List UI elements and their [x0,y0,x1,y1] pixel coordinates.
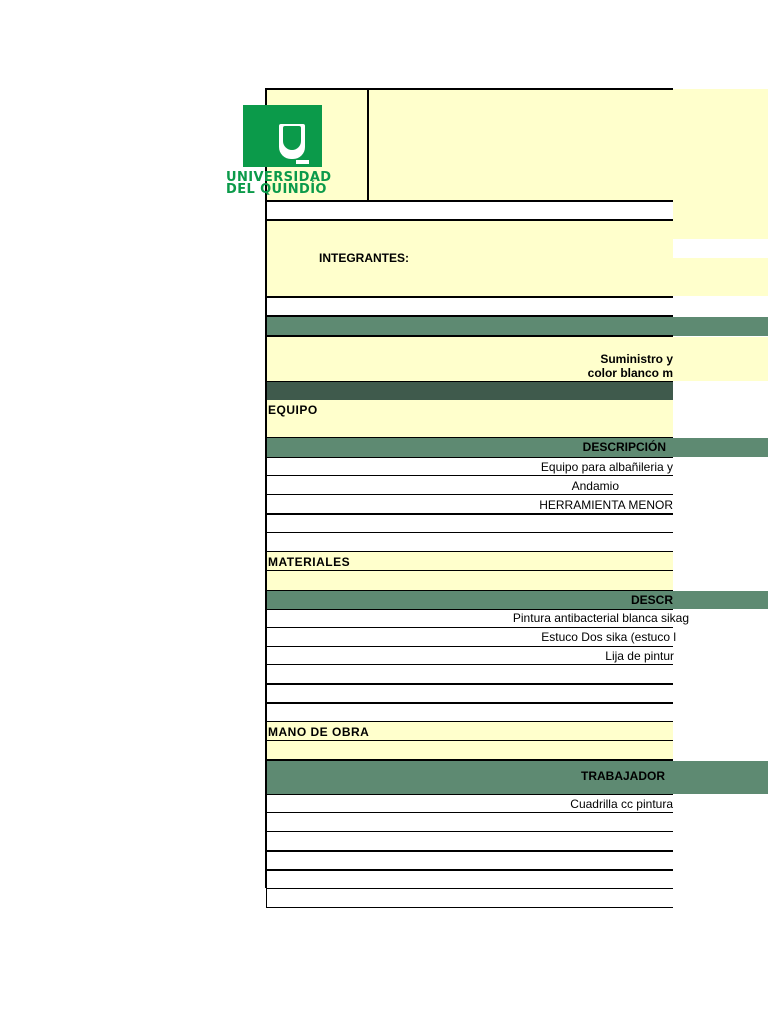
shield-inner [283,126,301,150]
row-line [266,831,673,832]
materiales-item: Pintura antibacterial blanca sikag [512,611,689,625]
integrantes-label: INTEGRANTES: [319,251,409,265]
equipo-header-band [267,438,768,457]
row-line [266,475,673,476]
row-line [266,794,673,795]
shield-bar [296,160,309,164]
mano-obra-header-band [267,761,768,794]
row-line [266,457,673,458]
section-band [267,317,768,336]
row-line [266,888,673,889]
integrantes-overflow [673,258,768,296]
logo-text-line1: UNIVERSIDAD [226,170,332,185]
materiales-section-label: MATERIALES [268,555,351,569]
materiales-item: Lija de pintur [605,649,674,663]
activity-overflow [673,337,768,381]
equipo-item: Andamio [571,479,619,493]
activity-title-line1: Suministro y [600,352,673,366]
title-block-overflow [673,89,768,239]
row-line [266,759,673,761]
row-line [266,315,673,317]
materiales-item: Estuco Dos sika (estuco l [541,630,676,644]
logo-text-line2: DEL QUINDÍO [226,182,327,197]
row-line [266,646,673,647]
equipo-item: Equipo para albañileria y [540,460,673,474]
equipo-section-label: EQUIPO [268,403,318,417]
row-line [266,609,673,610]
row-line [266,532,673,533]
row-line [266,88,673,90]
row-line [266,335,673,337]
row-line [266,740,673,741]
activity-title-line2: color blanco m [587,366,673,380]
row-line [266,869,673,871]
row-line [266,850,673,852]
row-line [266,551,673,552]
row-line [266,381,673,382]
row-line [266,627,673,628]
row-line [266,494,673,495]
equipo-section-fill [267,400,673,437]
row-line [266,812,673,813]
mano-obra-column-header: TRABAJADOR [581,769,665,783]
logo-divider [367,88,369,202]
row-line [266,200,673,202]
row-line [266,590,673,591]
row-line [266,437,673,438]
equipo-item: HERRAMIENTA MENOR [539,498,673,512]
row-line [266,721,673,722]
table-left-border [265,88,267,888]
row-line [266,907,673,908]
table-left-border-thin [266,888,267,908]
equipo-column-header: DESCRIPCIÓN [582,440,666,454]
row-line [266,513,673,515]
row-line [266,664,673,665]
materiales-header-band [267,591,768,609]
row-line [266,702,673,704]
row-line [266,570,673,571]
activity-band [267,382,673,400]
mano-obra-section-label: MANO DE OBRA [268,725,370,739]
row-line [266,219,673,221]
materiales-column-header: DESCR [630,593,673,607]
mano-obra-item: Cuadrilla cc pintura [570,797,673,811]
row-line [266,683,673,685]
row-line [266,296,673,298]
